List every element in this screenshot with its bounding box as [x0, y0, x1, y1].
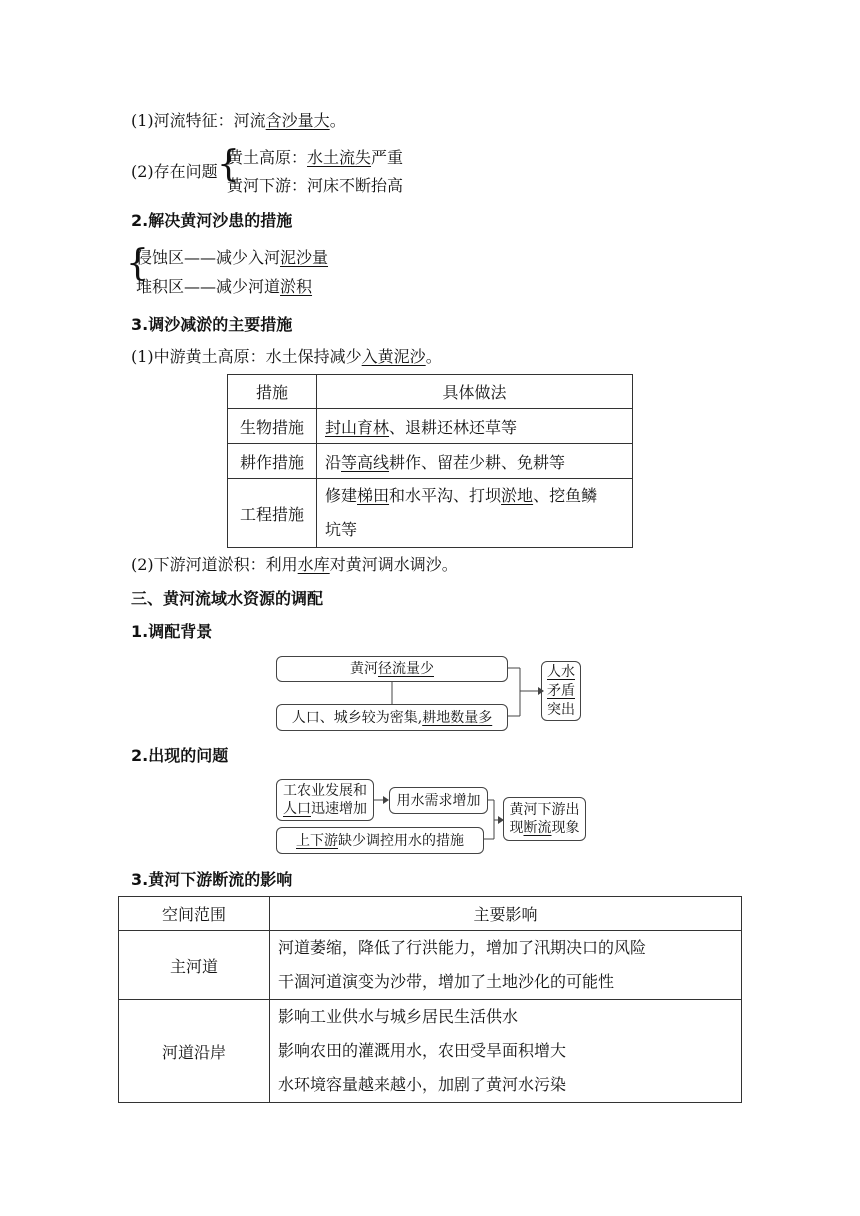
underlined-answer: 水土流失 [307, 148, 372, 167]
table-header: 措施 [228, 375, 317, 409]
subsection-heading: 1.调配背景 [131, 622, 213, 641]
section-heading: 2.解决黄河沙患的措施 [131, 211, 293, 230]
diagram-box-cutoff: 黄河下游出 现断流现象 [503, 797, 586, 841]
table-cell: 河道沿岸 [119, 1000, 270, 1103]
table-cell: 耕作措施 [228, 444, 317, 479]
problem-item-a: 黄土高原：水土流失严重 [227, 148, 404, 167]
measure-erosion: 侵蚀区——减少入河泥沙量 [136, 248, 329, 267]
table-header: 空间范围 [119, 897, 270, 931]
table-cell: 河道萎缩，降低了行洪能力，增加了汛期决口的风险 干涸河道演变为沙带，增加了土地沙化的可能性 [270, 931, 742, 1000]
underlined-answer: 泥沙量 [280, 248, 329, 267]
diagram-box-development: 工农业发展和 人口迅速增加 [276, 779, 374, 821]
brace-icon: { [126, 243, 149, 284]
diagram-box-conflict: 人水 矛盾 突出 [541, 661, 581, 721]
diagram-box-runoff: 黄河 径流量少 [276, 656, 508, 682]
section-heading: 3.调沙减淤的主要措施 [131, 315, 293, 334]
underlined-answer: 淤积 [280, 277, 313, 296]
diagram-box-demand: 用水需求增加 [389, 787, 488, 814]
underlined-answer: 入黄泥沙 [361, 347, 426, 366]
underlined-answer: 水库 [297, 555, 330, 574]
subsection-heading: 3.黄河下游断流的影响 [131, 870, 293, 889]
midstream-measure: (1)中游黄土高原：水土保持减少入黄泥沙。 [131, 347, 442, 366]
downstream-measure: (2)下游河道淤积：利用水库对黄河调水调沙。 [131, 555, 458, 574]
table-row [119, 931, 742, 1000]
section-heading: 三、黄河流域水资源的调配 [131, 589, 324, 608]
subsection-heading: 2.出现的问题 [131, 746, 229, 765]
table-row [119, 897, 742, 931]
table-cell: 影响工业供水与城乡居民生活供水 影响农田的灌溉用水，农田受旱面积增大 水环境容量越来越小，加剧了黄河水污染 [270, 1000, 742, 1103]
table-cell: 生物措施 [228, 409, 317, 444]
table-row [119, 1000, 742, 1103]
table-cell: 沿等高线耕作、留茬少耕、免耕等 [317, 444, 633, 479]
diagram-box-population: 人口、城乡较为密集, 耕地数量多 [276, 704, 508, 731]
table-cell: 工程措施 [228, 479, 317, 548]
problem-label: (2)存在问题 [131, 162, 218, 181]
table-header: 具体做法 [317, 375, 633, 409]
river-feature-line: (1)河流特征：河流含沙量大。 [131, 111, 346, 130]
diagram-box-regulation: 上下游 缺少调控用水的措施 [276, 827, 484, 854]
table-header: 主要影响 [270, 897, 742, 931]
table-cell: 修建梯田和水平沟、打坝淤地、挖鱼鳞 坑等 [317, 479, 633, 548]
brace-icon: { [217, 144, 240, 185]
problem-item-b: 黄河下游：河床不断抬高 [227, 176, 404, 195]
table-cell: 主河道 [119, 931, 270, 1000]
underlined-answer: 含沙量大 [265, 111, 330, 130]
table-cell: 封山育林、退耕还林还草等 [317, 409, 633, 444]
cutoff-impact-table [118, 896, 742, 1103]
measure-deposition: 堆积区——减少河道淤积 [136, 277, 313, 296]
